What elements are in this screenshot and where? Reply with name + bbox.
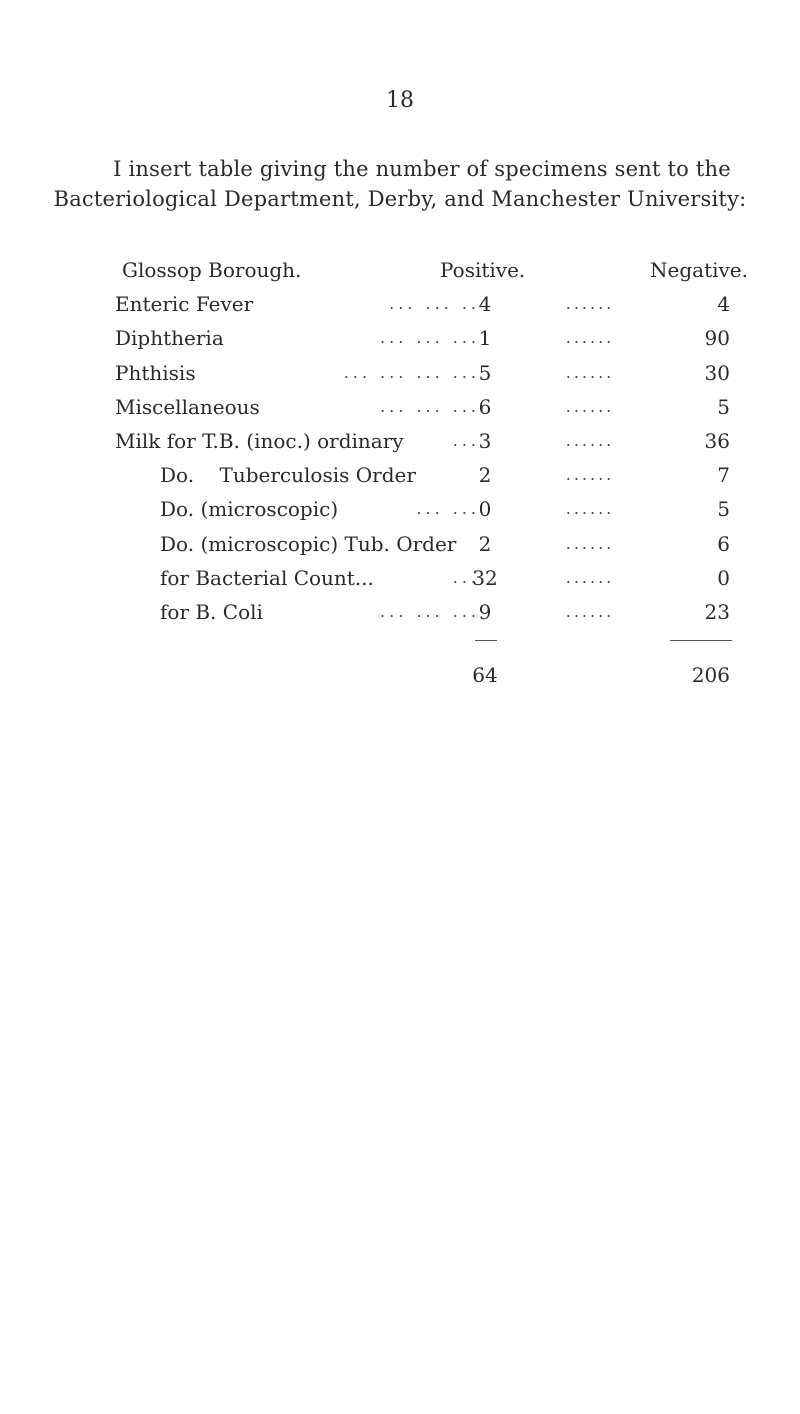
- row-separator: ......: [565, 567, 615, 587]
- row-negative: 23: [704, 599, 730, 624]
- row-separator: ......: [565, 601, 615, 621]
- row-negative: 5: [717, 394, 730, 419]
- row-leader: ... ... ... ...: [343, 362, 480, 382]
- row-leader: ... ...: [416, 499, 480, 519]
- row-negative: 6: [717, 531, 730, 556]
- row-positive: 4: [478, 292, 492, 317]
- row-label: Diphtheria: [115, 326, 224, 351]
- table-title: Glossop Borough.: [122, 258, 302, 282]
- table-row: [0, 356, 800, 390]
- intro-line-1: I insert table giving the number of specimens sent to the: [113, 157, 731, 181]
- row-label: for Bacterial Count...: [160, 565, 374, 590]
- positive-total-rule: [475, 640, 497, 641]
- table-row: [0, 458, 800, 492]
- row-positive: 3: [478, 428, 492, 453]
- row-positive: 32: [472, 565, 498, 590]
- row-label: Phthisis: [115, 360, 196, 385]
- row-label: Do. (microscopic): [160, 497, 339, 522]
- table-row: [0, 527, 800, 561]
- row-leader: ... ... ..: [389, 294, 480, 314]
- table-row: [0, 287, 800, 321]
- column-header-negative: Negative.: [650, 258, 748, 282]
- row-separator: ......: [565, 533, 615, 553]
- row-positive: 2: [478, 531, 492, 556]
- row-leader: ...: [452, 567, 480, 587]
- row-separator: ......: [565, 465, 615, 485]
- total-negative: 206: [691, 663, 730, 687]
- row-leader: ... ... ...: [380, 396, 480, 416]
- negative-total-rule: [670, 640, 732, 641]
- table-row: [0, 561, 800, 595]
- row-negative: 0: [717, 565, 730, 590]
- row-separator: ......: [565, 430, 615, 450]
- row-negative: 90: [704, 326, 730, 351]
- totals-row: [0, 658, 800, 692]
- row-positive: 0: [478, 497, 492, 522]
- row-positive: 6: [478, 394, 492, 419]
- row-positive: 2: [478, 463, 492, 488]
- row-leader: ...: [452, 430, 480, 450]
- column-header-positive: Positive.: [440, 258, 526, 282]
- total-positive: 64: [472, 663, 498, 687]
- row-label: Do. Tuberculosis Order: [160, 463, 416, 488]
- row-positive: 5: [478, 360, 492, 385]
- row-leader: ... ... ...: [380, 328, 480, 348]
- row-separator: ......: [565, 294, 615, 314]
- row-label: Miscellaneous: [115, 394, 260, 419]
- row-negative: 4: [717, 292, 730, 317]
- row-label: Do. (microscopic) Tub. Order: [160, 531, 457, 556]
- row-separator: ......: [565, 362, 615, 382]
- row-separator: ......: [565, 499, 615, 519]
- specimen-table: [0, 253, 800, 629]
- row-label: Enteric Fever: [115, 292, 254, 317]
- table-row: [0, 492, 800, 526]
- row-positive: 1: [478, 326, 492, 351]
- table-row: [0, 595, 800, 629]
- row-separator: ......: [565, 396, 615, 416]
- table-row: [0, 321, 800, 355]
- row-separator: ......: [565, 328, 615, 348]
- row-label: Milk for T.B. (inoc.) ordinary: [115, 428, 404, 453]
- row-positive: 9: [478, 599, 492, 624]
- table-header-row: [0, 253, 800, 287]
- row-negative: 7: [717, 463, 730, 488]
- table-row: [0, 424, 800, 458]
- intro-line-2: Bacteriological Department, Derby, and Manchester University:: [53, 187, 747, 211]
- intro-paragraph: [0, 154, 800, 214]
- page-number: 18: [386, 88, 414, 113]
- row-negative: 5: [717, 497, 730, 522]
- row-negative: 30: [704, 360, 730, 385]
- table-row: [0, 390, 800, 424]
- row-negative: 36: [704, 428, 730, 453]
- row-leader: ... ... ...: [380, 601, 480, 621]
- row-label: for B. Coli: [160, 599, 263, 624]
